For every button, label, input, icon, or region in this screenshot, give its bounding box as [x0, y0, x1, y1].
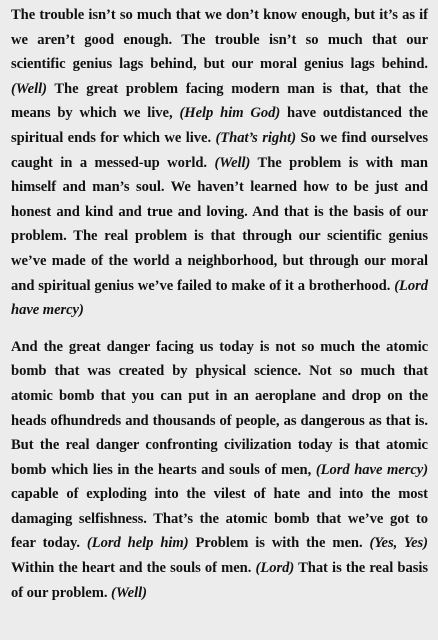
audience-response: (That’s right) [215, 129, 297, 146]
speech-text: The problem is with man himself and man’s soul. We haven’t learned how to be just and honest and kind and true and loving. And that is the basis of our problem. The real problem is that through our scientific genius we’ve made of the world a neighborhood, but through our moral and spiritual genius we’ve failed to make of it a brotherhood. [11, 154, 428, 294]
paragraph-1 [11, 3, 428, 323]
speech-text: The great problem facing modern man is that, that the means by which we live, [11, 80, 428, 122]
speech-text: The trouble isn’t so much that we don’t know enough, but it’s as if we aren’t good enough. The trouble isn’t so much that our scientific genius lags behind, but our moral genius lags behind. [11, 7, 428, 73]
audience-response: (Lord help him) [86, 535, 189, 552]
speech-text: And the great danger facing us today is not so much the atomic bomb that was created by physical science. Not so much that atomic bomb that you can put in an aeroplane and drop on the heads ofhundreds and thousands of people, as dangerous as that is. But the real danger confronting civilization today is that atomic bomb which lies in the hearts and souls of men, [11, 338, 428, 478]
speech-text: Problem is with the men. [188, 535, 370, 552]
speech-text: have outdistanced the spiritual ends for which we live. [11, 105, 428, 146]
audience-response: (Well) [111, 584, 147, 601]
audience-response: (Lord) [255, 560, 295, 577]
audience-response: (Well) [11, 80, 47, 97]
audience-response: (Yes, Yes) [369, 535, 428, 552]
speech-text: Within the heart and the souls of men. [11, 560, 256, 577]
speech-text: So we find ourselves caught in a messed-up world. [11, 129, 428, 171]
audience-response: (Help him God) [179, 105, 281, 122]
speech-text: capable of exploding into the vilest of hate and into the most damaging selfishness. That’s the atomic bomb that we’ve got to fear today. [11, 486, 428, 552]
paragraph-2 [11, 335, 428, 606]
audience-response: (Lord have mercy) [315, 461, 429, 478]
speech-text: That is the real basis of our problem. [11, 560, 428, 601]
audience-response: (Lord have mercy) [11, 277, 428, 319]
audience-response: (Well) [214, 154, 251, 171]
